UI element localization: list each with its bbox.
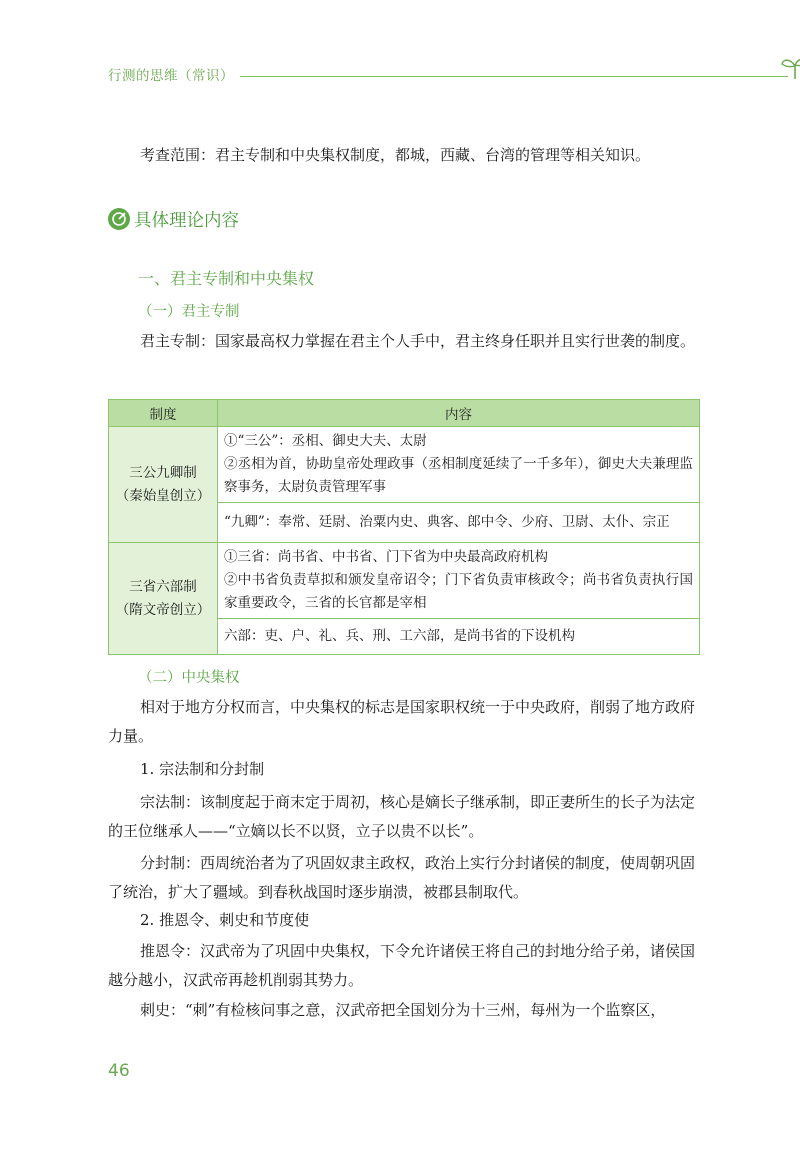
systems-table	[108, 399, 700, 655]
content-cell: ①“三公”：丞相、御史大夫、太尉 ②丞相为首，协助皇帝处理政事（丞相制度延续了一千多年），御史大夫兼理监察事务，太尉负责管理军事	[218, 427, 700, 503]
content-cell: “九卿”：奉常、廷尉、治粟内史、典客、郎中令、少府、卫尉、太仆、宗正	[218, 503, 700, 543]
table-header-system: 制度	[109, 400, 218, 427]
page-number: 46	[108, 1061, 130, 1081]
page-header	[108, 62, 708, 90]
item2-title: 2. 推恩令、刺史和节度使	[140, 911, 310, 929]
item1-paragraph-2: 分封制：西周统治者为了巩固奴隶主政权，政治上实行分封诸侯的制度，使周朝巩固了统治，扩大了疆域。到春秋战国时逐步崩溃，被郡县制取代。	[108, 854, 696, 901]
content-cell: ①三省：尚书省、中书省、门下省为中央最高政府机构 ②中书省负责草拟和颁发皇帝诏令；门下省负责审核政令；尚书省负责执行国家重要政令，三省的长官都是宰相	[218, 543, 700, 619]
part1-title: 一、君主专制和中央集权	[138, 269, 315, 288]
item2-paragraph-1: 推恩令：汉武帝为了巩固中央集权，下令允许诸侯王将自己的封地分给子弟，诸侯国越分越小，汉武帝再趁机削弱其势力。	[108, 942, 696, 989]
pen-badge-icon	[108, 208, 130, 230]
sub2-intro: 相对于地方分权而言，中央集权的标志是国家职权统一于中央政府，削弱了地方政府力量。	[108, 698, 696, 745]
table-row	[109, 543, 700, 619]
sprout-icon	[780, 54, 800, 80]
sub1-title: （一）君主专制	[138, 304, 240, 320]
sub2-title: （二）中央集权	[138, 670, 240, 686]
item1-title: 1. 宗法制和分封制	[140, 760, 265, 778]
header-rule	[240, 76, 788, 77]
header-title: 行测的思维（常识）	[108, 68, 234, 84]
content-cell: 六部：吏、户、礼、兵、刑、工六部，是尚书省的下设机构	[218, 619, 700, 655]
table-header-content: 内容	[218, 400, 700, 427]
item2-paragraph-2: 刺史：“刺”有检核问事之意，汉武帝把全国划分为十三州，每州为一个监察区，	[140, 1001, 666, 1019]
sub1-paragraph: 君主专制：国家最高权力掌握在君主个人手中，君主终身任职并且实行世袭的制度。	[140, 332, 696, 350]
section-title	[108, 207, 239, 233]
system-cell: 三省六部制 （隋文帝创立）	[109, 543, 218, 655]
item1-paragraph-1: 宗法制：该制度起于商末定于周初，核心是嫡长子继承制，即正妻所生的长子为法定的王位继承人——“立嫡以长不以贤，立子以贵不以长”。	[108, 793, 696, 840]
scope-text: 考查范围：君主专制和中央集权制度，都城，西藏、台湾的管理等相关知识。	[140, 146, 651, 164]
system-cell: 三公九卿制 （秦始皇创立）	[109, 427, 218, 543]
section-title-text: 具体理论内容	[134, 211, 239, 231]
table-row	[109, 427, 700, 503]
